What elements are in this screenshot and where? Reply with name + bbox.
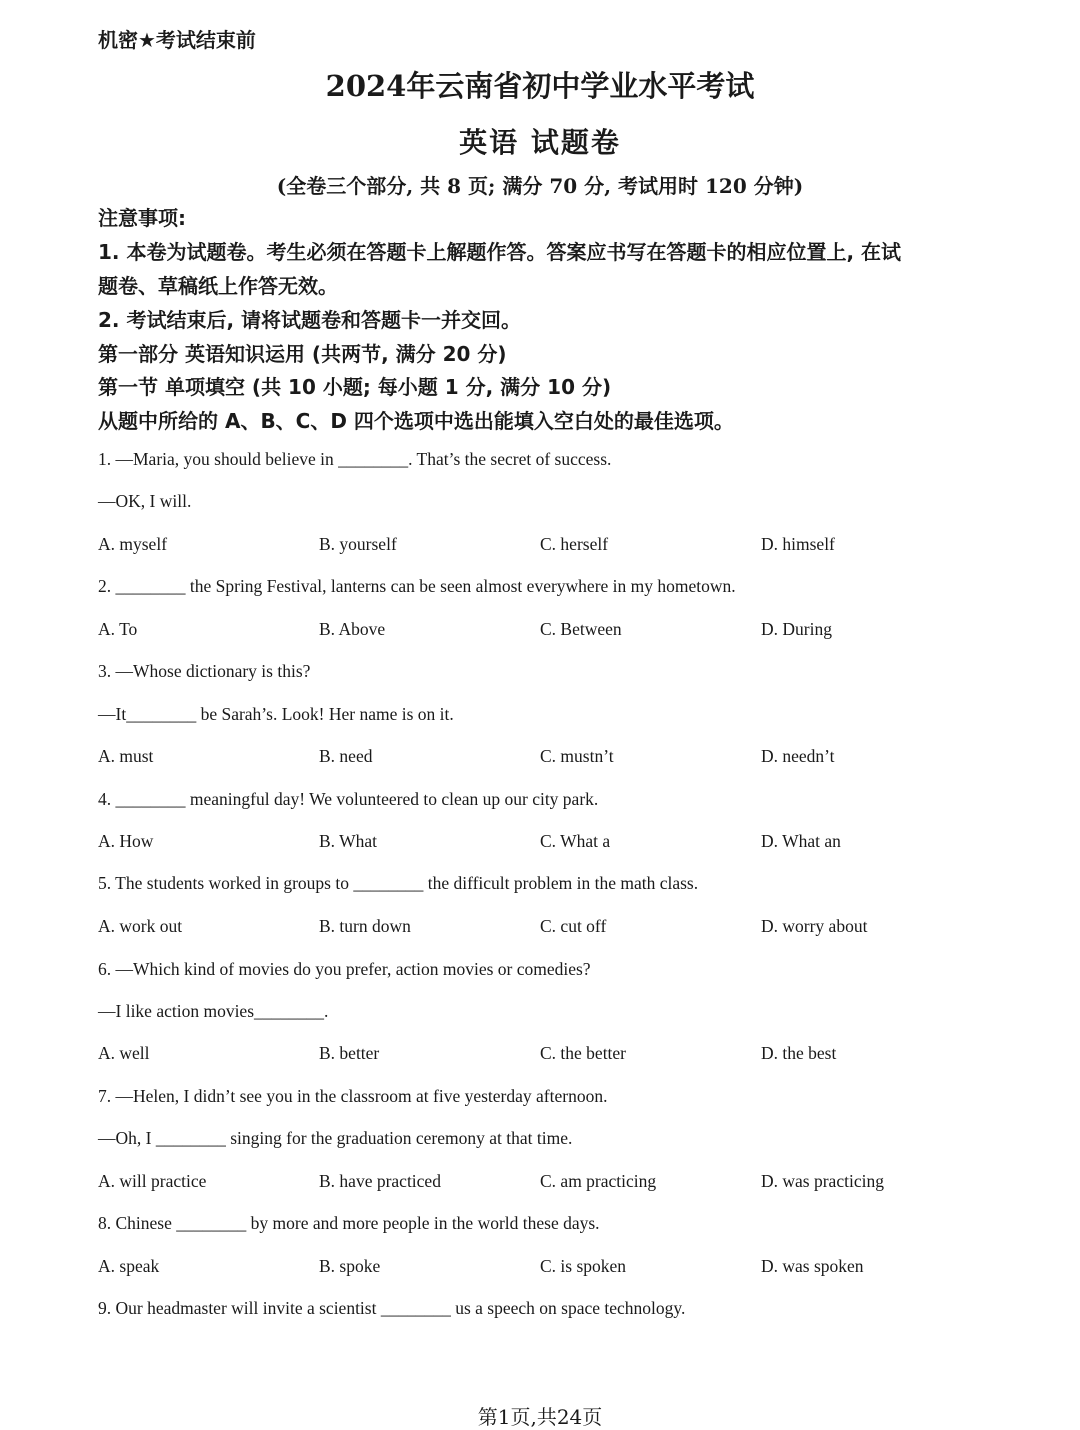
question-1-reply: —OK, I will.	[98, 491, 192, 511]
question-8-option-a: A. speak	[98, 1256, 160, 1276]
question-4-option-a: A. How	[98, 831, 154, 851]
question-4-stem: 4. ________ meaningful day! We volunteered to clean up our city park.	[98, 789, 599, 809]
question-3-reply: —It________ be Sarah’s. Look! Her name is on it.	[98, 704, 454, 724]
question-4-option-b: B. What	[319, 831, 378, 851]
question-5-option-c: C. cut off	[540, 916, 607, 936]
question-3-option-c: C. mustn’t	[540, 746, 614, 766]
question-6-option-d: D. the best	[761, 1043, 837, 1063]
question-7-stem: 7. —Helen, I didn’t see you in the classroom at five yesterday afternoon.	[98, 1086, 608, 1106]
question-1-option-a: A. myself	[98, 534, 168, 554]
question-7-option-c: C. am practicing	[540, 1171, 657, 1191]
question-3-options	[98, 744, 988, 768]
question-4-option-c: C. What a	[540, 831, 611, 851]
question-7-option-d: D. was practicing	[761, 1171, 884, 1191]
question-2-options	[98, 617, 988, 641]
question-8-option-b: B. spoke	[319, 1256, 381, 1276]
question-8-option-c: C. is spoken	[540, 1256, 627, 1276]
question-2-option-d: D. During	[761, 619, 832, 639]
exam-info: (全卷三个部分, 共 8 页; 满分 70 分, 考试用时 120 分钟)	[276, 174, 804, 198]
question-8-option-d: D. was spoken	[761, 1256, 864, 1276]
question-6-options	[98, 1041, 988, 1065]
question-7-option-b: B. have practiced	[319, 1171, 441, 1191]
notice-item-1-line-2: 题卷、草稿纸上作答无效。	[98, 274, 338, 298]
question-3-option-a: A. must	[98, 746, 154, 766]
question-2-option-a: A. To	[98, 619, 138, 639]
question-1-option-c: C. herself	[540, 534, 609, 554]
question-3-stem: 3. —Whose dictionary is this?	[98, 661, 311, 681]
question-9-stem: 9. Our headmaster will invite a scientist ________ us a speech on space technology.	[98, 1298, 686, 1318]
question-6-option-a: A. well	[98, 1043, 150, 1063]
question-1-option-b: B. yourself	[319, 534, 397, 554]
question-3-option-b: B. need	[319, 746, 373, 766]
question-5-option-d: D. worry about	[761, 916, 868, 936]
question-6-option-c: C. the better	[540, 1043, 627, 1063]
question-6-reply: —I like action movies________.	[98, 1001, 329, 1021]
question-1-options	[98, 532, 988, 556]
question-8-options	[98, 1254, 988, 1278]
question-4-options	[98, 829, 988, 853]
question-5-option-b: B. turn down	[319, 916, 411, 936]
part-heading: 第一部分 英语知识运用 (共两节, 满分 20 分)	[98, 342, 507, 366]
question-7-reply: —Oh, I ________ singing for the graduation ceremony at that time.	[98, 1128, 573, 1148]
section-instruction: 从题中所给的 A、B、C、D 四个选项中选出能填入空白处的最佳选项。	[98, 409, 734, 433]
exam-subtitle: 英语 试题卷	[459, 126, 621, 159]
question-2-option-c: C. Between	[540, 619, 622, 639]
question-7-option-a: A. will practice	[98, 1171, 207, 1191]
question-7-options	[98, 1169, 988, 1193]
question-5-options	[98, 914, 988, 938]
page-number: 第1页,共24页	[477, 1405, 603, 1429]
notice-item-2: 2. 考试结束后, 请将试题卷和答题卡一并交回。	[98, 308, 522, 332]
question-5-option-a: A. work out	[98, 916, 183, 936]
question-1-stem: 1. —Maria, you should believe in ________. That’s the secret of success.	[98, 449, 612, 469]
question-4-option-d: D. What an	[761, 831, 841, 851]
question-2-option-b: B. Above	[319, 619, 386, 639]
question-6-stem: 6. —Which kind of movies do you prefer, action movies or comedies?	[98, 959, 591, 979]
question-6-option-b: B. better	[319, 1043, 380, 1063]
question-5-stem: 5. The students worked in groups to ________ the difficult problem in the math class.	[98, 873, 699, 893]
question-8-stem: 8. Chinese ________ by more and more people in the world these days.	[98, 1213, 600, 1233]
question-3-option-d: D. needn’t	[761, 746, 835, 766]
question-1-option-d: D. himself	[761, 534, 835, 554]
exam-title: 2024年云南省初中学业水平考试	[325, 69, 755, 103]
section-heading: 第一节 单项填空 (共 10 小题; 每小题 1 分, 满分 10 分)	[98, 375, 612, 399]
question-2-stem: 2. ________ the Spring Festival, lanterns can be seen almost everywhere in my hometown.	[98, 576, 736, 596]
confidential-label: 机密★考试结束前	[98, 28, 256, 52]
notice-item-1-line-1: 1. 本卷为试题卷。考生必须在答题卡上解题作答。答案应书写在答题卡的相应位置上, 在试	[98, 240, 902, 264]
notice-heading: 注意事项:	[98, 206, 186, 230]
